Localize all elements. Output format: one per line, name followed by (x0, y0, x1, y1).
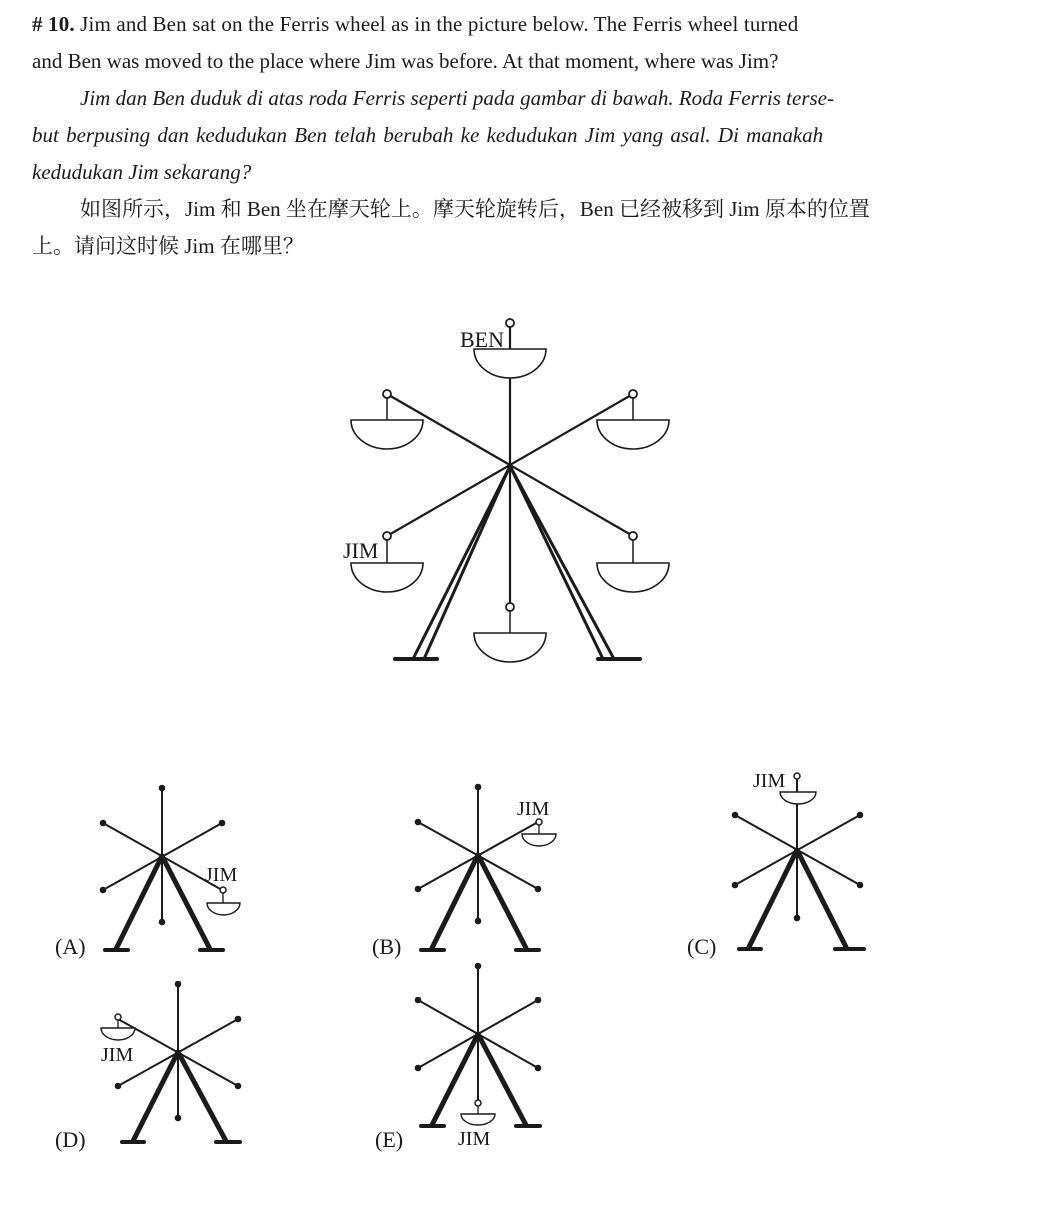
question-malay-line1: Jim dan Ben duduk di atas roda Ferris seperti pada gambar di bawah. Roda Ferris terse- (80, 86, 835, 110)
option-d-label[interactable]: (D) (55, 1127, 86, 1152)
option-a-jim-label: JIM (205, 864, 238, 886)
option-b-label[interactable]: (B) (372, 934, 402, 959)
option-c-jim-label: JIM (753, 770, 786, 792)
option-a-gondola (207, 903, 240, 915)
pivot-lower-left (383, 532, 391, 540)
stand-leg-left-b (424, 466, 510, 659)
option-c-label[interactable]: (C) (687, 934, 717, 959)
gondola-top (474, 349, 546, 378)
pivot-lower-right (629, 532, 637, 540)
option-c-gondola (780, 792, 816, 804)
gondola-upper-left (351, 398, 423, 449)
pivot-top (506, 319, 514, 327)
question-number: # 10. (32, 12, 75, 36)
gondola-upper-right (597, 398, 669, 449)
gondola-bottom (474, 611, 546, 662)
gondola-lower-right (597, 540, 669, 592)
question-malay-line2: but berpusing dan kedudukan Ben telah berubah ke kedudukan Jim yang asal. Di manakah (32, 123, 824, 147)
option-d-gondola (101, 1028, 135, 1040)
stand-leg-left-a (413, 466, 510, 659)
question-english-text-1: Jim and Ben sat on the Ferris wheel as in the picture below. The Ferris wheel turned (80, 12, 799, 36)
option-e-label[interactable]: (E) (375, 1127, 404, 1152)
option-e-figure (415, 963, 541, 1126)
option-d-jim-label: JIM (101, 1044, 134, 1066)
ben-label: BEN (460, 327, 504, 352)
main-ferris-wheel-figure (351, 319, 669, 662)
pivot-bottom (506, 603, 514, 611)
question-malay-line3: kedudukan Jim sekarang? (32, 160, 252, 184)
option-a-label[interactable]: (A) (55, 934, 86, 959)
option-c-figure (732, 773, 864, 949)
option-e-gondola (461, 1114, 495, 1125)
jim-label-main: JIM (343, 538, 379, 563)
option-b-gondola (522, 834, 556, 846)
question-chinese-line2: 上。请问这时候 Jim 在哪里？ (32, 234, 304, 258)
question-chinese-line1: 如图所示，Jim 和 Ben 坐在摩天轮上。摩天轮旋转后，Ben 已经被移到 Jim 原本的位置 (80, 197, 870, 221)
option-e-jim-label: JIM (458, 1128, 491, 1150)
pivot-upper-right (629, 390, 637, 398)
pivot-upper-left (383, 390, 391, 398)
question-english-line2: and Ben was moved to the place where Jim was before. At that moment, where was Jim? (32, 49, 779, 73)
option-b-jim-label: JIM (517, 798, 550, 820)
